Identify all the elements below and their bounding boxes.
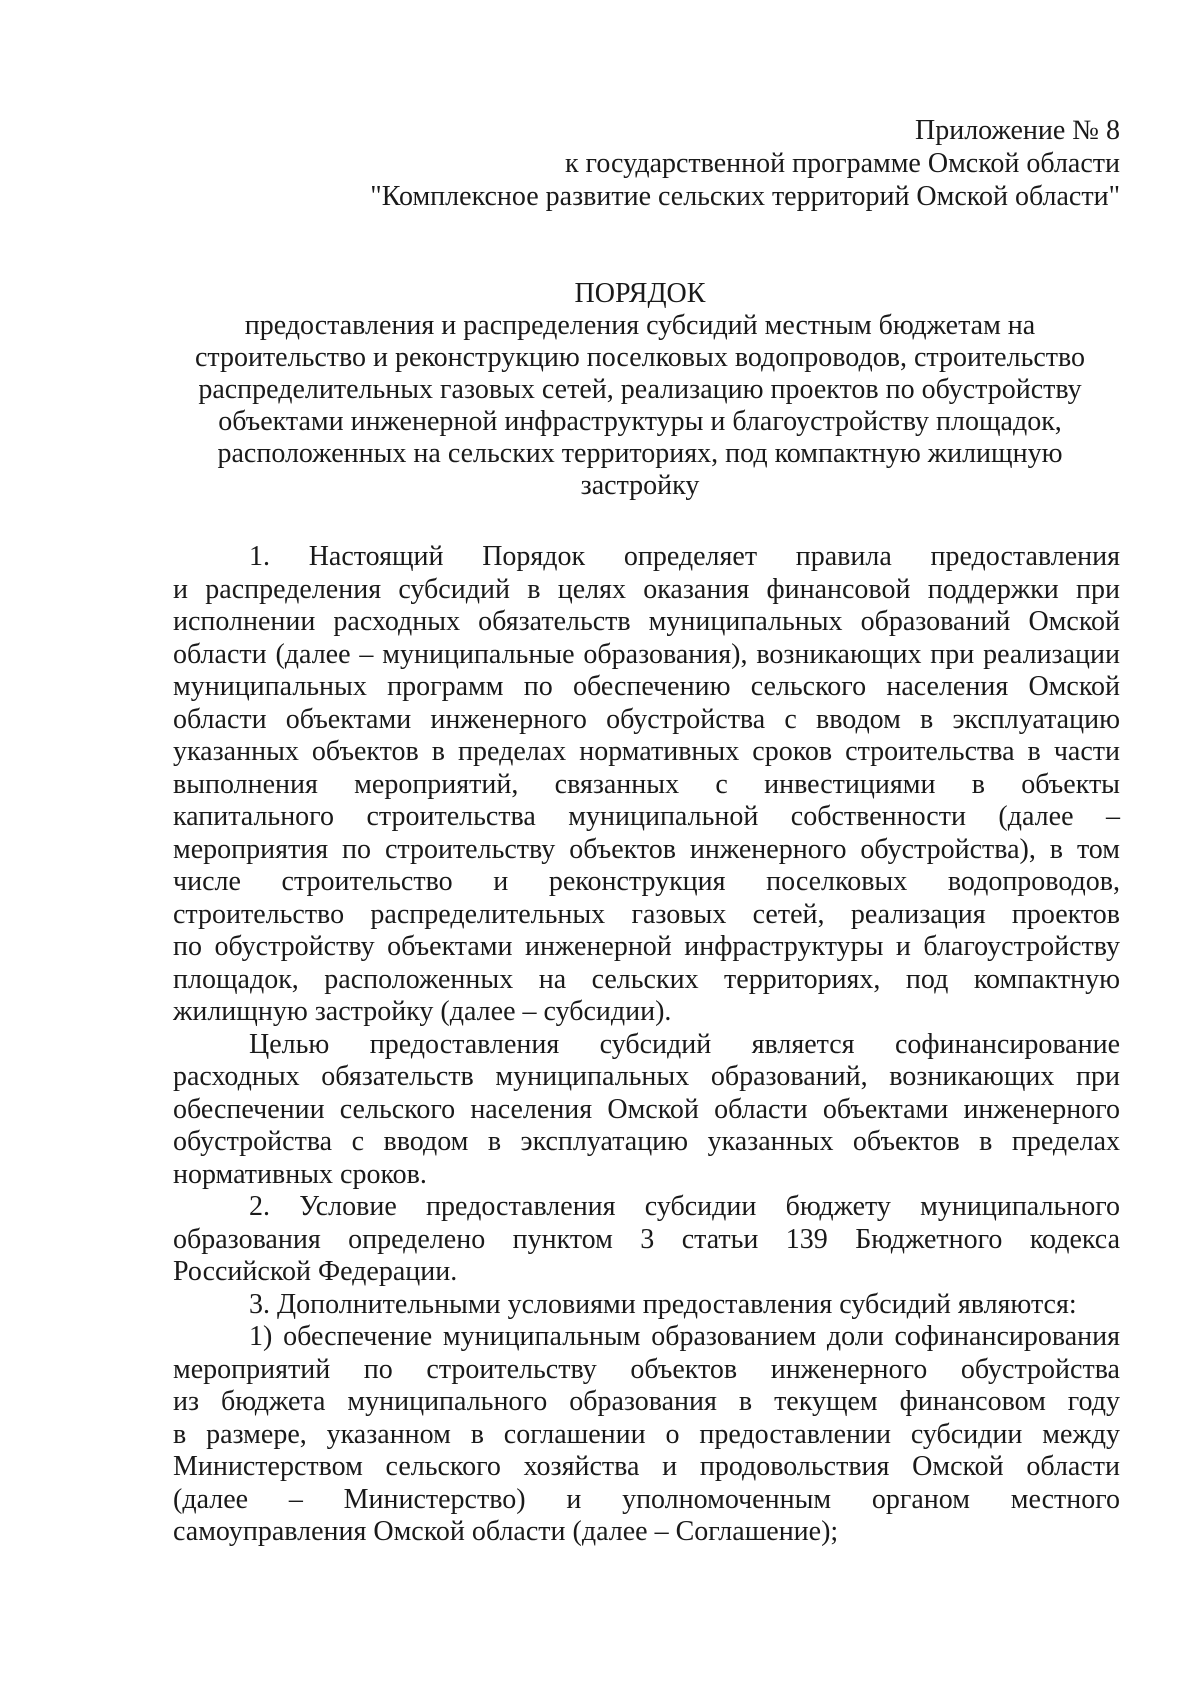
paragraph-line: выполнения мероприятий, связанных с инвестициями в объекты	[173, 768, 1120, 800]
paragraph	[173, 541, 1120, 1029]
paragraph-line: обеспечении сельского населения Омской области объектами инженерного	[173, 1093, 1120, 1125]
paragraph	[173, 1191, 1120, 1289]
document-body	[173, 541, 1120, 1549]
paragraph	[173, 1321, 1120, 1549]
appendix-program-name: "Комплексное развитие сельских территорий Омской области"	[370, 181, 1120, 212]
document-title: ПОРЯДОК	[574, 278, 706, 309]
paragraph-line: самоуправления Омской области (далее – Соглашение);	[173, 1516, 839, 1547]
paragraph-line: мероприятия по строительству объектов инженерного обустройства), в том	[173, 833, 1120, 865]
paragraph-line: жилищную застройку (далее – субсидии).	[173, 996, 672, 1027]
subtitle-line: распределительных газовых сетей, реализацию проектов по обустройству	[198, 374, 1082, 405]
paragraph-line: капитального строительства муниципальной собственности (далее –	[173, 801, 1120, 832]
paragraph-line: 2. Условие предоставления субсидии бюджету муниципального	[249, 1191, 1120, 1222]
appendix-header	[370, 114, 1120, 213]
paragraph-line: 1) обеспечение муниципальным образованием доли софинансирования	[249, 1321, 1120, 1352]
paragraph-line: нормативных сроков.	[173, 1158, 427, 1190]
paragraph-line: Целью предоставления субсидий является софинансирование	[249, 1028, 1120, 1060]
paragraph-line: из бюджета муниципального образования в текущем финансовом году	[173, 1386, 1120, 1417]
paragraph-line: муниципальных программ по обеспечению сельского населения Омской	[173, 671, 1120, 702]
paragraph-line: области объектами инженерного обустройства с вводом в эксплуатацию	[173, 703, 1120, 735]
paragraph-line: площадок, расположенных на сельских территориях, под компактную	[173, 963, 1120, 995]
paragraph-line: по обустройству объектами инженерной инфраструктуры и благоустройству	[173, 931, 1120, 962]
paragraph-line: строительство распределительных газовых сетей, реализация проектов	[173, 898, 1120, 930]
subtitle-line: предоставления и распределения субсидий местным бюджетам на	[244, 310, 1036, 341]
subtitle-line: строительство и реконструкцию поселковых водопроводов, строительство	[194, 342, 1086, 373]
paragraph-line: области (далее – муниципальные образования), возникающих при реализации	[173, 638, 1120, 670]
paragraph-line: Российской Федерации.	[173, 1256, 458, 1287]
subtitle-line: объектами инженерной инфраструктуры и благоустройству площадок,	[218, 406, 1062, 437]
paragraph	[173, 1029, 1120, 1192]
appendix-program-ref: к государственной программе Омской области	[564, 148, 1120, 179]
paragraph-line: исполнении расходных обязательств муниципальных образований Омской	[173, 606, 1120, 637]
paragraph-line: Министерством сельского хозяйства и продовольствия Омской области	[173, 1451, 1120, 1482]
document-title-block	[160, 277, 1120, 502]
paragraph-line: числе строительство и реконструкция поселковых водопроводов,	[173, 866, 1120, 897]
paragraph-line: в размере, указанном в соглашении о предоставлении субсидии между	[173, 1418, 1120, 1450]
paragraph-line: образования определено пунктом 3 статьи 139 Бюджетного кодекса	[173, 1223, 1120, 1255]
paragraph	[173, 1289, 1120, 1322]
paragraph-line: 3. Дополнительными условиями предоставления субсидий являются:	[249, 1288, 1077, 1320]
paragraph-line: (далее – Министерство) и уполномоченным органом местного	[173, 1483, 1120, 1515]
subtitle-line: расположенных на сельских территориях, под компактную жилищную	[217, 438, 1063, 469]
appendix-number: Приложение № 8	[915, 115, 1120, 146]
paragraph-line: и распределения субсидий в целях оказания финансовой поддержки при	[173, 573, 1120, 605]
document-subtitle	[160, 310, 1120, 502]
paragraph-line: обустройства с вводом в эксплуатацию указанных объектов в пределах	[173, 1126, 1120, 1157]
paragraph-line: мероприятий по строительству объектов инженерного обустройства	[173, 1353, 1120, 1385]
paragraph-line: расходных обязательств муниципальных образований, возникающих при	[173, 1061, 1120, 1092]
subtitle-line: застройку	[580, 470, 700, 501]
paragraph-line: указанных объектов в пределах нормативных сроков строительства в части	[173, 736, 1120, 767]
paragraph-line: 1. Настоящий Порядок определяет правила предоставления	[249, 541, 1120, 572]
